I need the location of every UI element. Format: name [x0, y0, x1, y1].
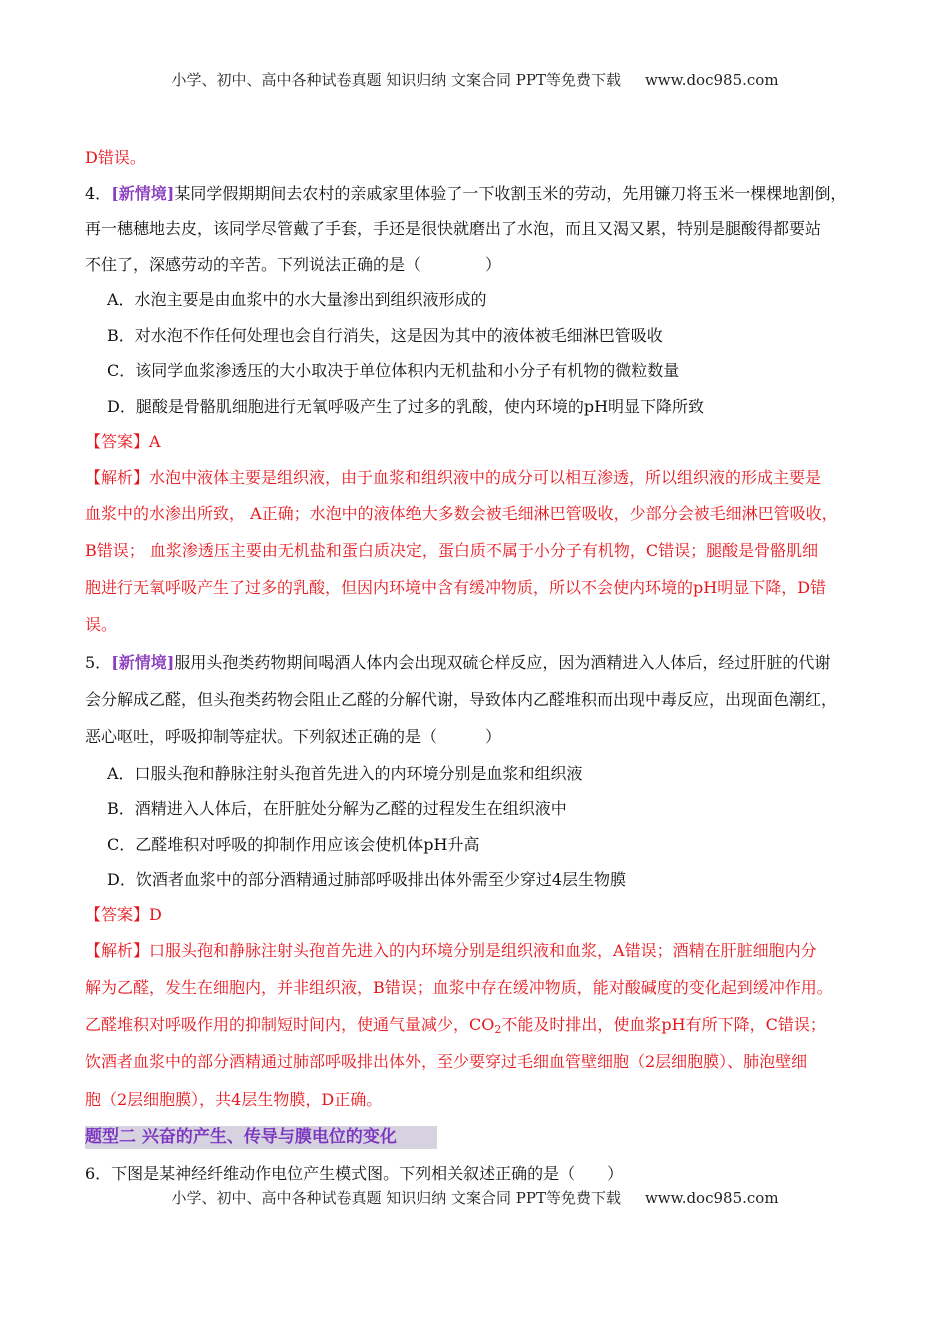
q4-analysis-text-1: 水泡中液体主要是组织液，由于血浆和组织液中的成分可以相互渗透，所以组织液的形成主要是 — [149, 468, 822, 487]
q5-analysis-line-4: 饮酒者血浆中的部分酒精通过肺部呼吸排出体外，至少要穿过毛细血管壁细胞（2层细胞膜）、肺泡壁细 — [85, 1052, 808, 1071]
q6-stem: 6．下图是某神经纤维动作电位产生模式图。下列相关叙述正确的是（ ） — [85, 1164, 624, 1183]
q5-answer — [85, 904, 875, 926]
q4-analysis-line-1 — [85, 467, 875, 489]
q4-tag: [新情境] — [111, 184, 175, 203]
q5-option-d: D．饮酒者血浆中的部分酒精通过肺部呼吸排出体外需至少穿过4层生物膜 — [107, 870, 627, 889]
q5-option-a: A．口服头孢和静脉注射头孢首先进入的内环境分别是血浆和组织液 — [107, 764, 583, 783]
q4-number: 4． — [85, 184, 112, 203]
q5-analysis-line-1 — [85, 940, 875, 962]
q5-analysis-text-3b: 不能及时排出，使血浆pH有所下降，C错误； — [501, 1015, 826, 1034]
q4-analysis-line-4: 胞进行无氧呼吸产生了过多的乳酸，但因内环境中含有缓冲物质，所以不会使内环境的pH明显下降，D错 — [85, 578, 827, 597]
q5-analysis-text-1: 口服头孢和静脉注射头孢首先进入的内环境分别是组织液和血浆，A错误；酒精在肝脏细胞内分 — [149, 941, 817, 960]
q5-stem-text-1: 服用头孢类药物期间喝酒人体内会出现双硫仑样反应，因为酒精进入人体后，经过肝脏的代谢 — [174, 653, 831, 672]
q4-option-d: D．腿酸是骨骼肌细胞进行无氧呼吸产生了过多的乳酸，使内环境的pH明显下降所致 — [107, 397, 705, 416]
q5-option-b: B．酒精进入人体后，在肝脏处分解为乙醛的过程发生在组织液中 — [107, 799, 567, 818]
q4-stem-line-2: 再一穗穗地去皮，该同学尽管戴了手套，手还是很快就磨出了水泡，而且又渴又累，特别是腿酸得都要站 — [85, 219, 822, 238]
q4-option-b: B．对水泡不作任何处理也会自行消失，这是因为其中的液体被毛细淋巴管吸收 — [107, 326, 663, 345]
q4-stem-line-1 — [85, 183, 875, 205]
q5-analysis-text-3a: 乙醛堆积对呼吸作用的抑制短时间内，使通气量减少，CO — [85, 1015, 495, 1034]
q5-analysis-label: 【解析】 — [85, 941, 150, 960]
q4-analysis-line-5: 误。 — [85, 615, 118, 634]
q5-analysis-line-3 — [85, 1014, 875, 1036]
q4-answer-label: 【答案】 — [85, 432, 150, 451]
section-heading: 题型二 兴奋的产生、传导与膜电位的变化 — [85, 1126, 437, 1149]
q5-tag: [新情境] — [111, 653, 175, 672]
previous-answer-tail: D错误。 — [85, 148, 146, 167]
page-header — [0, 69, 950, 90]
q5-analysis-line-5: 胞（2层细胞膜），共4层生物膜，D正确。 — [85, 1090, 383, 1109]
q5-number: 5． — [85, 653, 112, 672]
q4-stem-text-1: 某同学假期期间去农村的亲戚家里体验了一下收割玉米的劳动，先用镰刀将玉米一棵棵地割倒， — [174, 184, 847, 203]
page-footer — [0, 1187, 950, 1208]
q5-stem-line-1 — [85, 652, 875, 674]
header-text: 小学、初中、高中各种试卷真题 知识归纳 文案合同 PPT等免费下载 — [171, 71, 621, 89]
q4-answer-value: A — [149, 432, 161, 451]
q5-analysis-line-2: 解为乙醛，发生在细胞内，并非组织液，B错误；血浆中存在缓冲物质，能对酸碱度的变化起到缓冲作用。 — [85, 978, 833, 997]
q4-option-a: A．水泡主要是由血浆中的水大量渗出到组织液形成的 — [107, 290, 487, 309]
q4-stem-line-3: 不住了，深感劳动的辛苦。下列说法正确的是（ ） — [85, 255, 502, 274]
header-url[interactable]: www.doc985.com — [644, 71, 779, 89]
footer-url[interactable]: www.doc985.com — [644, 1189, 779, 1207]
q5-answer-label: 【答案】 — [85, 905, 150, 924]
q5-stem-line-3: 恶心呕吐，呼吸抑制等症状。下列叙述正确的是（ ） — [85, 727, 502, 746]
q4-answer — [85, 431, 875, 453]
footer-text: 小学、初中、高中各种试卷真题 知识归纳 文案合同 PPT等免费下载 — [171, 1189, 621, 1207]
q4-analysis-label: 【解析】 — [85, 468, 150, 487]
q4-option-c: C．该同学血浆渗透压的大小取决于单位体积内无机盐和小分子有机物的微粒数量 — [107, 361, 680, 380]
q4-analysis-line-2: 血浆中的水渗出所致， A正确；水泡中的液体绝大多数会被毛细淋巴管吸收，少部分会被毛细淋巴管吸收， — [85, 504, 838, 523]
q4-analysis-line-3: B错误； 血浆渗透压主要由无机盐和蛋白质决定，蛋白质不属于小分子有机物，C错误；腿酸是骨骼肌细 — [85, 541, 819, 560]
q5-stem-line-2: 会分解成乙醛，但头孢类药物会阻止乙醛的分解代谢，导致体内乙醛堆积而出现中毒反应，出现面色潮红， — [85, 690, 838, 709]
co2-subscript: 2 — [494, 1023, 502, 1036]
q5-answer-value: D — [149, 905, 162, 924]
q5-option-c: C．乙醛堆积对呼吸的抑制作用应该会使机体pH升高 — [107, 835, 480, 854]
